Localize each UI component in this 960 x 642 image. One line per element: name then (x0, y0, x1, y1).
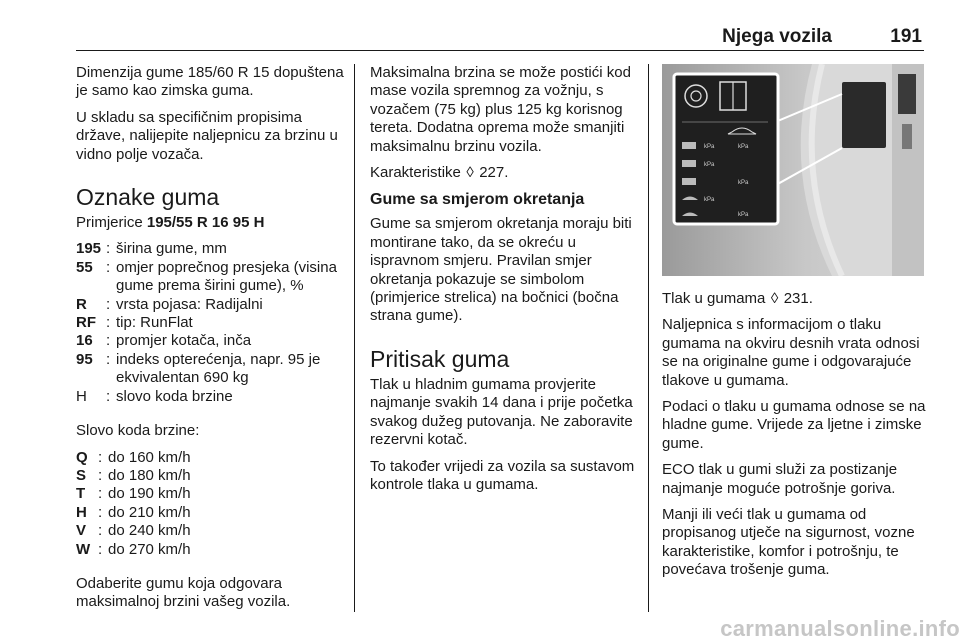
pressure-effects-paragraph: Manji ili veći tlak u gumama od propisanog utječe na sigurnost, vozne karakteristike, komfor i potrošnju, te povećava trošenje guma. (662, 506, 915, 579)
speed-code-list (76, 449, 346, 559)
page-header (76, 0, 924, 51)
cross-reference-text: Tlak u gumama (662, 290, 766, 307)
speed-text: do 180 km/h (108, 466, 191, 484)
pressure-monitoring-paragraph: To također vrijedi za vozila sa sustavom kontrole tlaka u gumama. (370, 457, 635, 493)
section-heading-tire-markings: Oznake guma (76, 184, 220, 211)
speed-text: do 270 km/h (108, 540, 191, 558)
column-divider (354, 64, 355, 612)
definition-code: H (76, 387, 87, 405)
speed-code: S (76, 466, 87, 484)
kpa-label: kPa (704, 197, 715, 203)
speed-row: S : do 180 km/h (76, 467, 346, 485)
definition-row: H : slovo koda brzine (76, 388, 346, 406)
section-heading-tire-pressure: Pritisak guma (370, 345, 510, 372)
cross-reference-page: 231. (783, 290, 813, 307)
kpa-label: kPa (738, 180, 749, 186)
page-reference-icon: ◊ (770, 290, 779, 307)
pressure-check-paragraph: Tlak u hladnim gumama provjerite najmanje svakih 14 dana i prije početka svakog dužeg putovanja. Ne zaboravite rezervni kotač. (370, 375, 633, 449)
subheading-directional-tires: Gume sa smjerom okretanja (370, 191, 585, 209)
door-latch (898, 74, 916, 114)
cross-reference-text: Karakteristike (370, 164, 461, 182)
definition-code: 16 (76, 332, 93, 350)
definition-row: R : vrsta pojasa: Radijalni (76, 296, 346, 314)
load-icon (682, 178, 696, 185)
speed-code: T (76, 485, 86, 503)
speed-row: H : do 210 km/h (76, 504, 346, 522)
definition-code: R (76, 295, 87, 313)
small-door-label (842, 82, 886, 148)
directional-tires-paragraph: Gume sa smjerom okretanja moraju biti montirane tako, da se okreću u ispravnom smjeru. Pravilan smjer okretanja pokazuje se simbolom (primjerice strelica) na bočnici (bočna strana gume). (370, 215, 632, 325)
example-label: Primjerice (76, 214, 143, 232)
kpa-label: kPa (738, 212, 749, 218)
definition-row: 55 : omjer poprečnog presjeka (visina gume prema širini gume), % (76, 259, 346, 296)
speed-code: V (76, 522, 87, 540)
definition-row: 195 : širina gume, mm (76, 240, 346, 258)
kpa-label: kPa (704, 144, 715, 150)
definition-code: 95 (76, 350, 93, 368)
load-icon (682, 142, 696, 149)
tire-code-definitions (76, 240, 346, 406)
definition-text: slovo koda brzine (116, 387, 233, 405)
definition-text: omjer poprečnog presjeka (visina gume prema širini gume), % (116, 258, 337, 295)
speed-text: do 160 km/h (108, 448, 191, 466)
column-3 (662, 290, 926, 588)
door-frame-illustration (662, 64, 924, 276)
column-1 (76, 64, 346, 620)
page-title: Njega vozila (722, 26, 832, 47)
speed-row: V : do 240 km/h (76, 522, 346, 540)
page-reference-icon: ◊ (466, 164, 474, 182)
speed-row: Q : do 160 km/h (76, 449, 346, 467)
speed-text: do 190 km/h (108, 485, 191, 503)
example-line (76, 214, 346, 232)
speed-code: Q (76, 448, 88, 466)
definition-code: 55 (76, 258, 93, 276)
speed-text: do 240 km/h (108, 522, 191, 540)
speed-code: H (76, 503, 87, 521)
definition-text: indeks opterećenja, napr. 95 je ekvivalentan 690 kg (116, 350, 321, 387)
definition-text: vrsta pojasa: Radijalni (116, 295, 263, 313)
kpa-label: kPa (738, 144, 749, 150)
definition-text: širina gume, mm (116, 240, 227, 258)
cross-reference (370, 164, 636, 182)
watermark-url: carmanualsonline.info (720, 616, 960, 641)
definition-text: tip: RunFlat (116, 314, 193, 332)
definition-code: 195 (76, 240, 102, 258)
speed-text: do 210 km/h (108, 503, 191, 521)
cross-reference (662, 290, 926, 308)
page-number: 191 (890, 26, 922, 47)
intro-paragraph-1: Dimenzija gume 185/60 R 15 dopuštena je samo kao zimska guma. (76, 64, 344, 100)
label-info-paragraph: Naljepnica s informacijom o tlaku gumama na okviru desnih vrata odnosi se na originalne gume i odgovarajuće tlakove u gumama. (662, 316, 920, 389)
column-divider (648, 64, 649, 612)
kpa-label: kPa (704, 162, 715, 168)
column-2 (370, 64, 636, 502)
definition-row: 95 : indeks opterećenja, napr. 95 je ekvivalentan 690 kg (76, 351, 346, 388)
eco-pressure-paragraph: ECO tlak u gumi služi za postizanje najmanje moguće potrošnje goriva. (662, 461, 898, 497)
intro-paragraph-2: U skladu sa specifičnim propisima države, nalijepite naljepnicu za brzinu u vidno polje vozača. (76, 108, 338, 163)
definition-text: promjer kotača, inča (116, 332, 252, 350)
load-icon (682, 160, 696, 167)
speed-code-heading: Slovo koda brzine: (76, 422, 200, 440)
cross-reference-page: 227. (479, 164, 509, 182)
closing-paragraph: Odaberite gumu koja odgovara maksimalnoj brzini vašeg vozila. (76, 574, 291, 611)
tire-pressure-label-figure (662, 64, 924, 276)
speed-code: W (76, 540, 91, 558)
max-speed-paragraph: Maksimalna brzina se može postići kod mase vozila spremnog za vožnju, s vozačem (75 kg) plus 125 kg korisnog tereta. Dodatna oprema može smanjiti maksimalnu brzinu vozila. (370, 64, 631, 155)
definition-code: RF (76, 314, 96, 332)
definition-row: 16 : promjer kotača, inča (76, 332, 346, 350)
speed-row: T : do 190 km/h (76, 485, 346, 503)
speed-row: W : do 270 km/h (76, 541, 346, 559)
definition-row: RF : tip: RunFlat (76, 314, 346, 332)
example-value: 195/55 R 16 95 H (146, 214, 265, 232)
cold-tire-paragraph: Podaci o tlaku u gumama odnose se na hladne gume. Vrijede za ljetne i zimske gume. (662, 398, 926, 452)
